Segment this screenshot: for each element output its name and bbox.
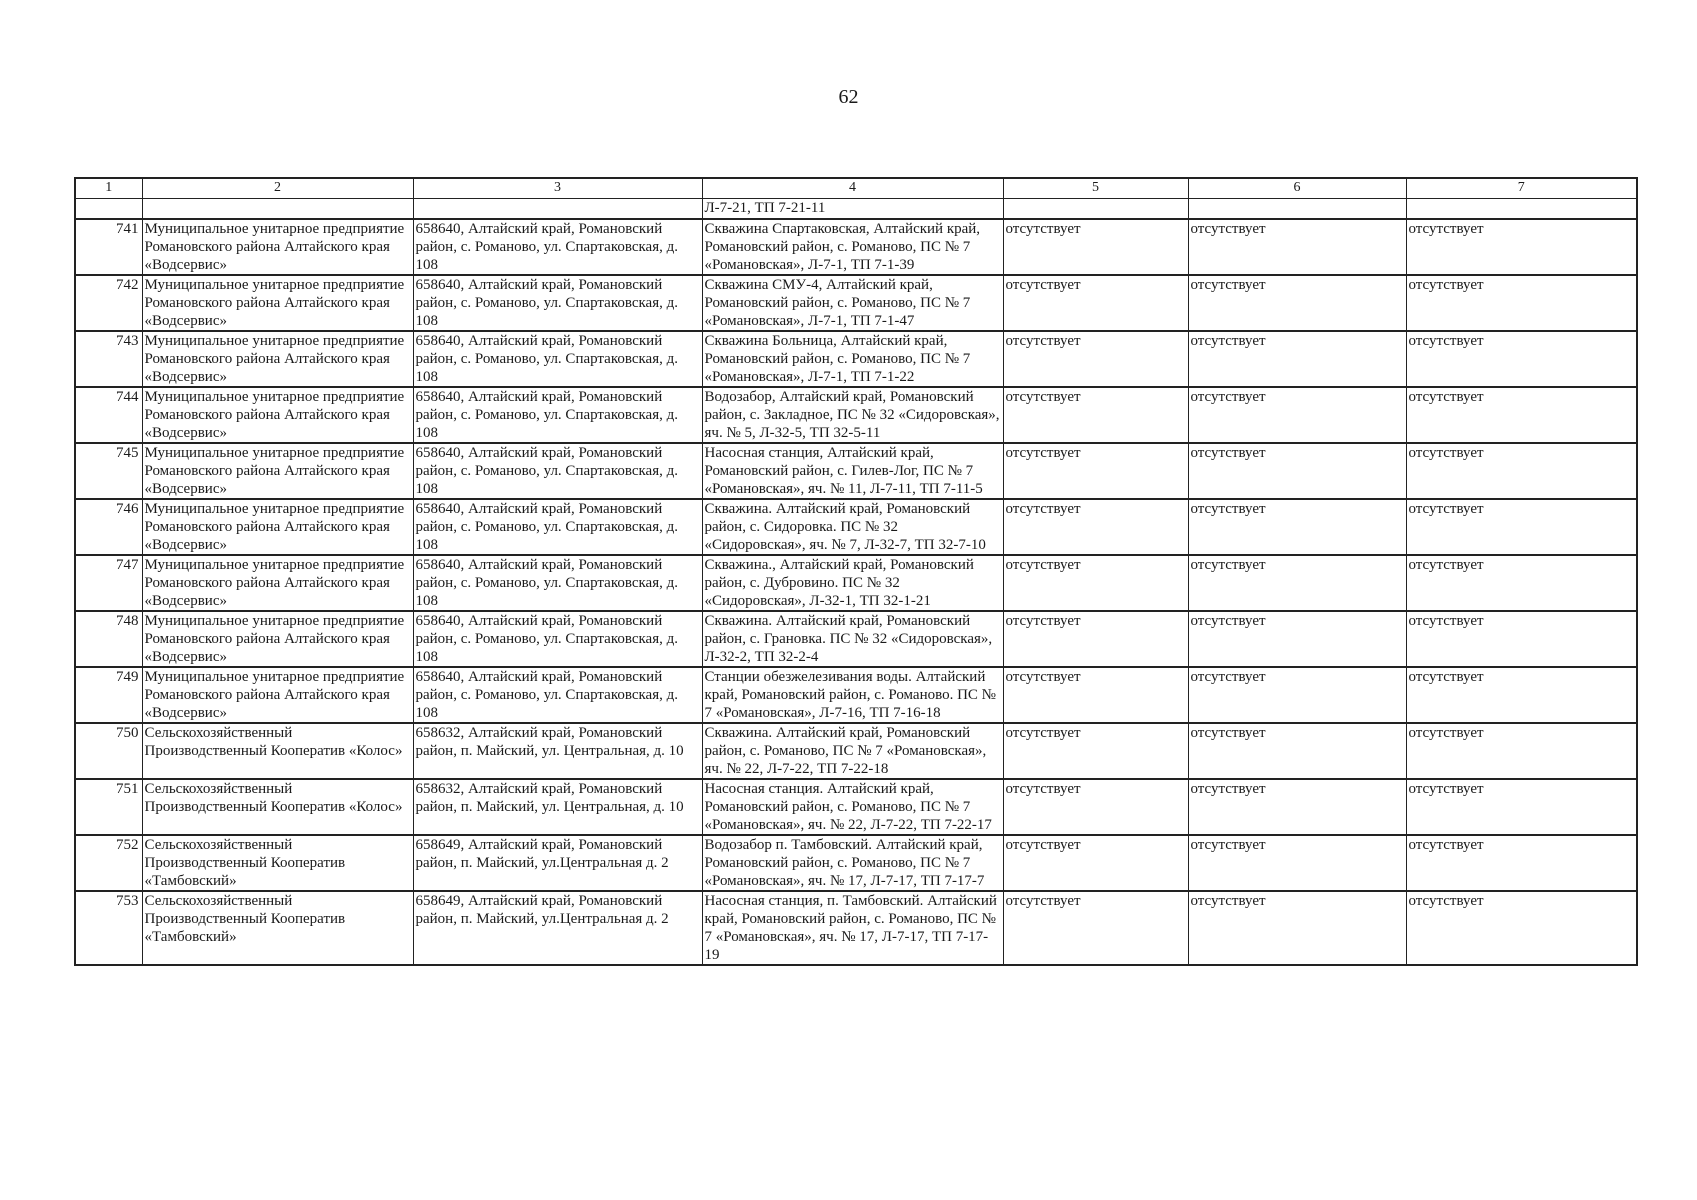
cell-object: Водозабор, Алтайский край, Романовский район, с. Закладное, ПС № 32 «Сидоровская», яч. № 5, Л-32-5, ТП 32-5-11 bbox=[702, 387, 1003, 443]
cell-col6: отсутствует bbox=[1188, 387, 1406, 443]
cell-col7: отсутствует bbox=[1406, 275, 1637, 331]
cell-number: 748 bbox=[75, 611, 142, 667]
header-cell: 4 bbox=[702, 178, 1003, 199]
cell-object: Скважина. Алтайский край, Романовский район, с. Романово, ПС № 7 «Романовская», яч. № 22, Л-7-22, ТП 7-22-18 bbox=[702, 723, 1003, 779]
cell-organization: Муниципальное унитарное предприятие Романовского района Алтайского края «Водсервис» bbox=[142, 331, 413, 387]
cell-col6: отсутствует bbox=[1188, 835, 1406, 891]
cell-address: 658640, Алтайский край, Романовский район, с. Романово, ул. Спартаковская, д. 108 bbox=[413, 219, 702, 275]
cell-col7: отсутствует bbox=[1406, 555, 1637, 611]
cell-col6: отсутствует bbox=[1188, 611, 1406, 667]
table-row bbox=[75, 835, 1637, 891]
cell-address: 658640, Алтайский край, Романовский район, с. Романово, ул. Спартаковская, д. 108 bbox=[413, 331, 702, 387]
cell-address: 658649, Алтайский край, Романовский район, п. Майский, ул.Центральная д. 2 bbox=[413, 835, 702, 891]
cell-organization: Муниципальное унитарное предприятие Романовского района Алтайского края «Водсервис» bbox=[142, 387, 413, 443]
cell-col6: отсутствует bbox=[1188, 891, 1406, 965]
cell-object: Водозабор п. Тамбовский. Алтайский край, Романовский район, с. Романово, ПС № 7 «Романовская», яч. № 17, Л-7-17, ТП 7-17-7 bbox=[702, 835, 1003, 891]
cell-col6: отсутствует bbox=[1188, 499, 1406, 555]
table-row bbox=[75, 555, 1637, 611]
table-row bbox=[75, 891, 1637, 965]
table-row bbox=[75, 499, 1637, 555]
header-cell: 3 bbox=[413, 178, 702, 199]
cell-col5: отсутствует bbox=[1003, 555, 1188, 611]
cell-object: Скважина СМУ-4, Алтайский край, Романовский район, с. Романово, ПС № 7 «Романовская», Л-7-1, ТП 7-1-47 bbox=[702, 275, 1003, 331]
table-row bbox=[75, 387, 1637, 443]
cell-organization: Муниципальное унитарное предприятие Романовского района Алтайского края «Водсервис» bbox=[142, 499, 413, 555]
cell-col5: отсутствует bbox=[1003, 667, 1188, 723]
cell-organization: Муниципальное унитарное предприятие Романовского района Алтайского края «Водсервис» bbox=[142, 667, 413, 723]
cell-address: 658640, Алтайский край, Романовский район, с. Романово, ул. Спартаковская, д. 108 bbox=[413, 555, 702, 611]
cell-number bbox=[75, 199, 142, 220]
cell-number: 747 bbox=[75, 555, 142, 611]
cell-organization bbox=[142, 199, 413, 220]
cell-col5: отсутствует bbox=[1003, 275, 1188, 331]
cell-col7: отсутствует bbox=[1406, 443, 1637, 499]
cell-number: 741 bbox=[75, 219, 142, 275]
cell-col5: отсутствует bbox=[1003, 219, 1188, 275]
cell-col7: отсутствует bbox=[1406, 891, 1637, 965]
table-row bbox=[75, 779, 1637, 835]
header-cell: 1 bbox=[75, 178, 142, 199]
cell-address: 658640, Алтайский край, Романовский район, с. Романово, ул. Спартаковская, д. 108 bbox=[413, 275, 702, 331]
cell-number: 752 bbox=[75, 835, 142, 891]
cell-number: 751 bbox=[75, 779, 142, 835]
cell-col7: отсутствует bbox=[1406, 667, 1637, 723]
cell-col5 bbox=[1003, 199, 1188, 220]
cell-col5: отсутствует bbox=[1003, 499, 1188, 555]
cell-col6: отсутствует bbox=[1188, 779, 1406, 835]
cell-address: 658649, Алтайский край, Романовский район, п. Майский, ул.Центральная д. 2 bbox=[413, 891, 702, 965]
cell-organization: Муниципальное унитарное предприятие Романовского района Алтайского края «Водсервис» bbox=[142, 443, 413, 499]
cell-col5: отсутствует bbox=[1003, 611, 1188, 667]
header-cell: 5 bbox=[1003, 178, 1188, 199]
cell-number: 753 bbox=[75, 891, 142, 965]
cell-col7: отсутствует bbox=[1406, 835, 1637, 891]
cell-col6: отсутствует bbox=[1188, 219, 1406, 275]
cell-col5: отсутствует bbox=[1003, 835, 1188, 891]
cell-address: 658632, Алтайский край, Романовский район, п. Майский, ул. Центральная, д. 10 bbox=[413, 779, 702, 835]
cell-organization: Муниципальное унитарное предприятие Романовского района Алтайского края «Водсервис» bbox=[142, 275, 413, 331]
cell-col7: отсутствует bbox=[1406, 387, 1637, 443]
cell-col6 bbox=[1188, 199, 1406, 220]
cell-object: Насосная станция, п. Тамбовский. Алтайский край, Романовский район, с. Романово, ПС № 7 «Романовская», яч. № 17, Л-7-17, ТП 7-17-19 bbox=[702, 891, 1003, 965]
cell-organization: Муниципальное унитарное предприятие Романовского района Алтайского края «Водсервис» bbox=[142, 611, 413, 667]
table-row bbox=[75, 331, 1637, 387]
cell-col5: отсутствует bbox=[1003, 723, 1188, 779]
cell-number: 746 bbox=[75, 499, 142, 555]
cell-organization: Сельскохозяйственный Производственный Кооператив «Колос» bbox=[142, 779, 413, 835]
cell-col7: отсутствует bbox=[1406, 723, 1637, 779]
cell-col5: отсутствует bbox=[1003, 779, 1188, 835]
cell-col5: отсутствует bbox=[1003, 387, 1188, 443]
cell-col6: отсутствует bbox=[1188, 275, 1406, 331]
cell-object: Скважина. Алтайский край, Романовский район, с. Грановка. ПС № 32 «Сидоровская», Л-32-2, ТП 32-2-4 bbox=[702, 611, 1003, 667]
cell-number: 745 bbox=[75, 443, 142, 499]
cell-organization: Муниципальное унитарное предприятие Романовского района Алтайского края «Водсервис» bbox=[142, 219, 413, 275]
continuation-row bbox=[75, 199, 1637, 220]
cell-number: 742 bbox=[75, 275, 142, 331]
header-cell: 2 bbox=[142, 178, 413, 199]
cell-object: Насосная станция. Алтайский край, Романовский район, с. Романово, ПС № 7 «Романовская», яч. № 22, Л-7-22, ТП 7-22-17 bbox=[702, 779, 1003, 835]
cell-col5: отсутствует bbox=[1003, 443, 1188, 499]
table-row bbox=[75, 611, 1637, 667]
header-cell: 6 bbox=[1188, 178, 1406, 199]
cell-col6: отсутствует bbox=[1188, 443, 1406, 499]
cell-object: Скважина., Алтайский край, Романовский район, с. Дубровино. ПС № 32 «Сидоровская», Л-32-1, ТП 32-1-21 bbox=[702, 555, 1003, 611]
cell-address: 658640, Алтайский край, Романовский район, с. Романово, ул. Спартаковская, д. 108 bbox=[413, 611, 702, 667]
cell-col6: отсутствует bbox=[1188, 331, 1406, 387]
table-header bbox=[75, 178, 1637, 199]
table-row bbox=[75, 723, 1637, 779]
header-row bbox=[75, 178, 1637, 199]
cell-col7: отсутствует bbox=[1406, 499, 1637, 555]
cell-address: 658640, Алтайский край, Романовский район, с. Романово, ул. Спартаковская, д. 108 bbox=[413, 443, 702, 499]
cell-organization: Муниципальное унитарное предприятие Романовского района Алтайского края «Водсервис» bbox=[142, 555, 413, 611]
page-number: 62 bbox=[838, 86, 859, 108]
cell-col7: отсутствует bbox=[1406, 219, 1637, 275]
table-row bbox=[75, 443, 1637, 499]
table-row bbox=[75, 275, 1637, 331]
cell-col5: отсутствует bbox=[1003, 331, 1188, 387]
table-row bbox=[75, 219, 1637, 275]
cell-object: Л-7-21, ТП 7-21-11 bbox=[702, 199, 1003, 220]
cell-object: Скважина. Алтайский край, Романовский район, с. Сидоровка. ПС № 32 «Сидоровская», яч. № 7, Л-32-7, ТП 32-7-10 bbox=[702, 499, 1003, 555]
cell-number: 750 bbox=[75, 723, 142, 779]
cell-number: 743 bbox=[75, 331, 142, 387]
table-body bbox=[75, 199, 1637, 966]
cell-address: 658640, Алтайский край, Романовский район, с. Романово, ул. Спартаковская, д. 108 bbox=[413, 387, 702, 443]
cell-col6: отсутствует bbox=[1188, 723, 1406, 779]
cell-address: 658640, Алтайский край, Романовский район, с. Романово, ул. Спартаковская, д. 108 bbox=[413, 667, 702, 723]
cell-object: Скважина Спартаковская, Алтайский край, Романовский район, с. Романово, ПС № 7 «Романовская», Л-7-1, ТП 7-1-39 bbox=[702, 219, 1003, 275]
header-cell: 7 bbox=[1406, 178, 1637, 199]
cell-organization: Сельскохозяйственный Производственный Кооператив «Колос» bbox=[142, 723, 413, 779]
registry-table bbox=[74, 177, 1638, 966]
cell-col5: отсутствует bbox=[1003, 891, 1188, 965]
cell-object: Станции обезжелезивания воды. Алтайский край, Романовский район, с. Романово. ПС № 7 «Романовская», Л-7-16, ТП 7-16-18 bbox=[702, 667, 1003, 723]
cell-col7: отсутствует bbox=[1406, 611, 1637, 667]
cell-organization: Сельскохозяйственный Производственный Кооператив «Тамбовский» bbox=[142, 891, 413, 965]
cell-address: 658640, Алтайский край, Романовский район, с. Романово, ул. Спартаковская, д. 108 bbox=[413, 499, 702, 555]
cell-col6: отсутствует bbox=[1188, 667, 1406, 723]
cell-col7: отсутствует bbox=[1406, 779, 1637, 835]
table-row bbox=[75, 667, 1637, 723]
cell-col7: отсутствует bbox=[1406, 331, 1637, 387]
cell-object: Насосная станция, Алтайский край, Романовский район, с. Гилев-Лог, ПС № 7 «Романовская», яч. № 11, Л-7-11, ТП 7-11-5 bbox=[702, 443, 1003, 499]
cell-col6: отсутствует bbox=[1188, 555, 1406, 611]
cell-address: 658632, Алтайский край, Романовский район, п. Майский, ул. Центральная, д. 10 bbox=[413, 723, 702, 779]
cell-col7 bbox=[1406, 199, 1637, 220]
cell-address bbox=[413, 199, 702, 220]
cell-number: 744 bbox=[75, 387, 142, 443]
cell-organization: Сельскохозяйственный Производственный Кооператив «Тамбовский» bbox=[142, 835, 413, 891]
cell-object: Скважина Больница, Алтайский край, Романовский район, с. Романово, ПС № 7 «Романовская», Л-7-1, ТП 7-1-22 bbox=[702, 331, 1003, 387]
cell-number: 749 bbox=[75, 667, 142, 723]
